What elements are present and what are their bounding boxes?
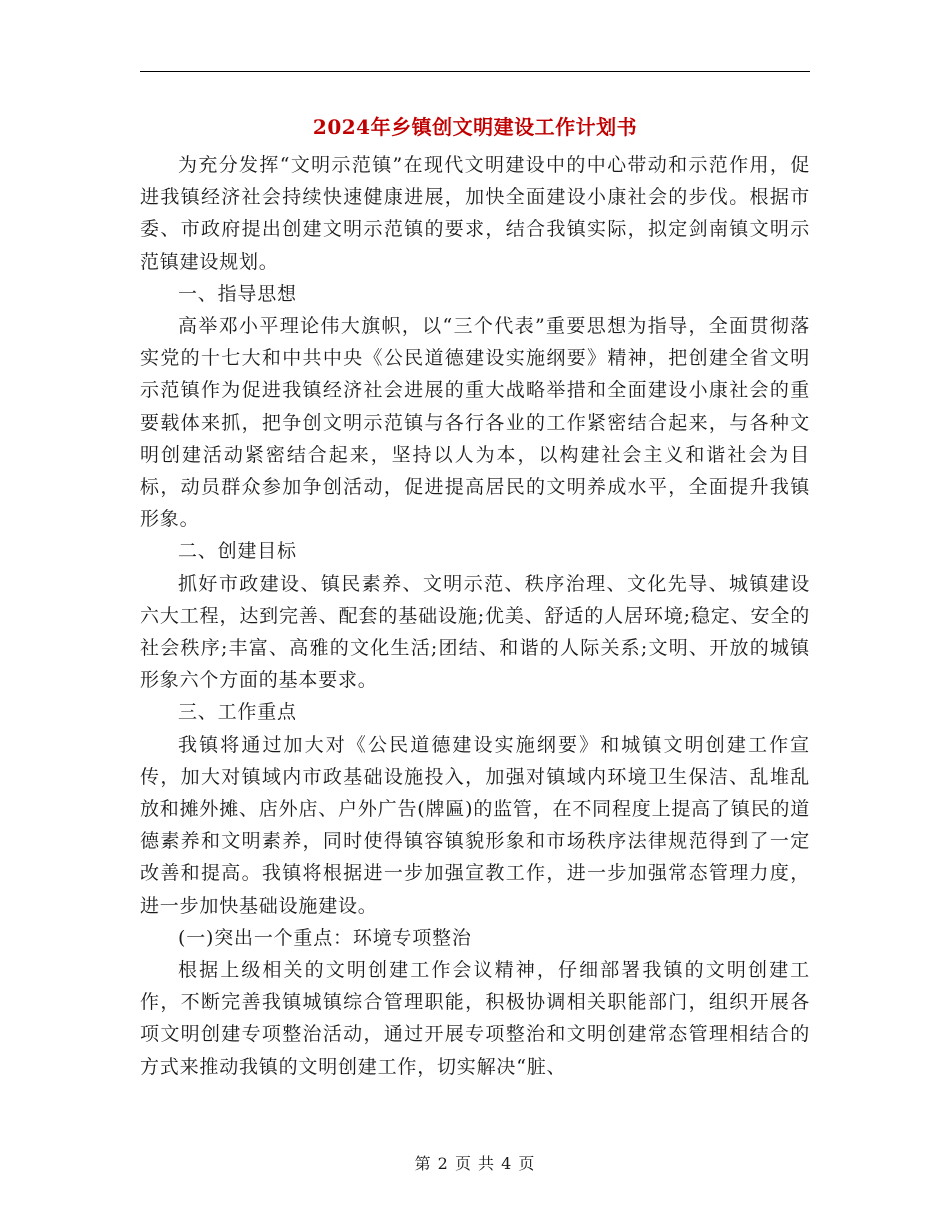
page-footer: 第 2 页 共 4 页 (414, 1154, 536, 1173)
section-heading-guiding-ideology: 一、指导思想 (178, 282, 297, 305)
page-title: 2024年乡镇创文明建设工作计划书 (312, 115, 638, 139)
goals-paragraph: 抓好市政建设、镇民素养、文明示范、秩序治理、文化先导、城镇建设六大工程，达到完善、配套的基础设施;优美、舒适的人居环境;稳定、安全的社会秩序;丰富、高雅的文化生活;团结、和谐的人际关系;文明、开放的城镇形象六个方面的基本要求。 (140, 572, 810, 692)
key-work-paragraph: 我镇将通过加大对《公民道德建设实施纲要》和城镇文明创建工作宣传，加大对镇域内市政基础设施投入，加强对镇域内环境卫生保洁、乱堆乱放和摊外摊、店外店、户外广告(牌匾)的监管，在不同程度上提高了镇民的道德素养和文明素养，同时使得镇容镇貌形象和市场秩序法律规范得到了一定改善和提高。我镇将根据进一步加强宣教工作，进一步加强常态管理力度，进一步加快基础设施建设。 (140, 733, 810, 917)
document-body (140, 149, 810, 1083)
header-rule (140, 71, 810, 72)
guiding-ideology-paragraph: 高举邓小平理论伟大旗帜，以“三个代表”重要思想为指导，全面贯彻落实党的十七大和中共中央《公民道德建设实施纲要》精神，把创建全省文明示范镇作为促进我镇经济社会进展的重大战略举措和全面建设小康社会的重要载体来抓，把争创文明示范镇与各行各业的工作紧密结合起来，与各种文明创建活动紧密结合起来，坚持以人为本，以构建社会主义和谐社会为目标，动员群众参加争创活动，促进提高居民的文明养成水平，全面提升我镇形象。 (140, 315, 810, 531)
section-heading-key-work: 三、工作重点 (178, 701, 297, 724)
section-heading-goals: 二、创建目标 (178, 540, 297, 563)
environment-paragraph: 根据上级相关的文明创建工作会议精神，仔细部署我镇的文明创建工作，不断完善我镇城镇综合管理职能，积极协调相关职能部门，组织开展各项文明创建专项整治活动，通过开展专项整治和文明创建常态管理相结合的方式来推动我镇的文明创建工作，切实解决“脏、 (140, 959, 810, 1078)
subsection-heading-environment: (一)突出一个重点：环境专项整治 (178, 926, 472, 949)
intro-paragraph: 为充分发挥“文明示范镇”在现代文明建设中的中心带动和示范作用，促进我镇经济社会持续快速健康进展，加快全面建设小康社会的步伐。根据市委、市政府提出创建文明示范镇的要求，结合我镇实际，拟定剑南镇文明示范镇建设规划。 (140, 154, 810, 273)
